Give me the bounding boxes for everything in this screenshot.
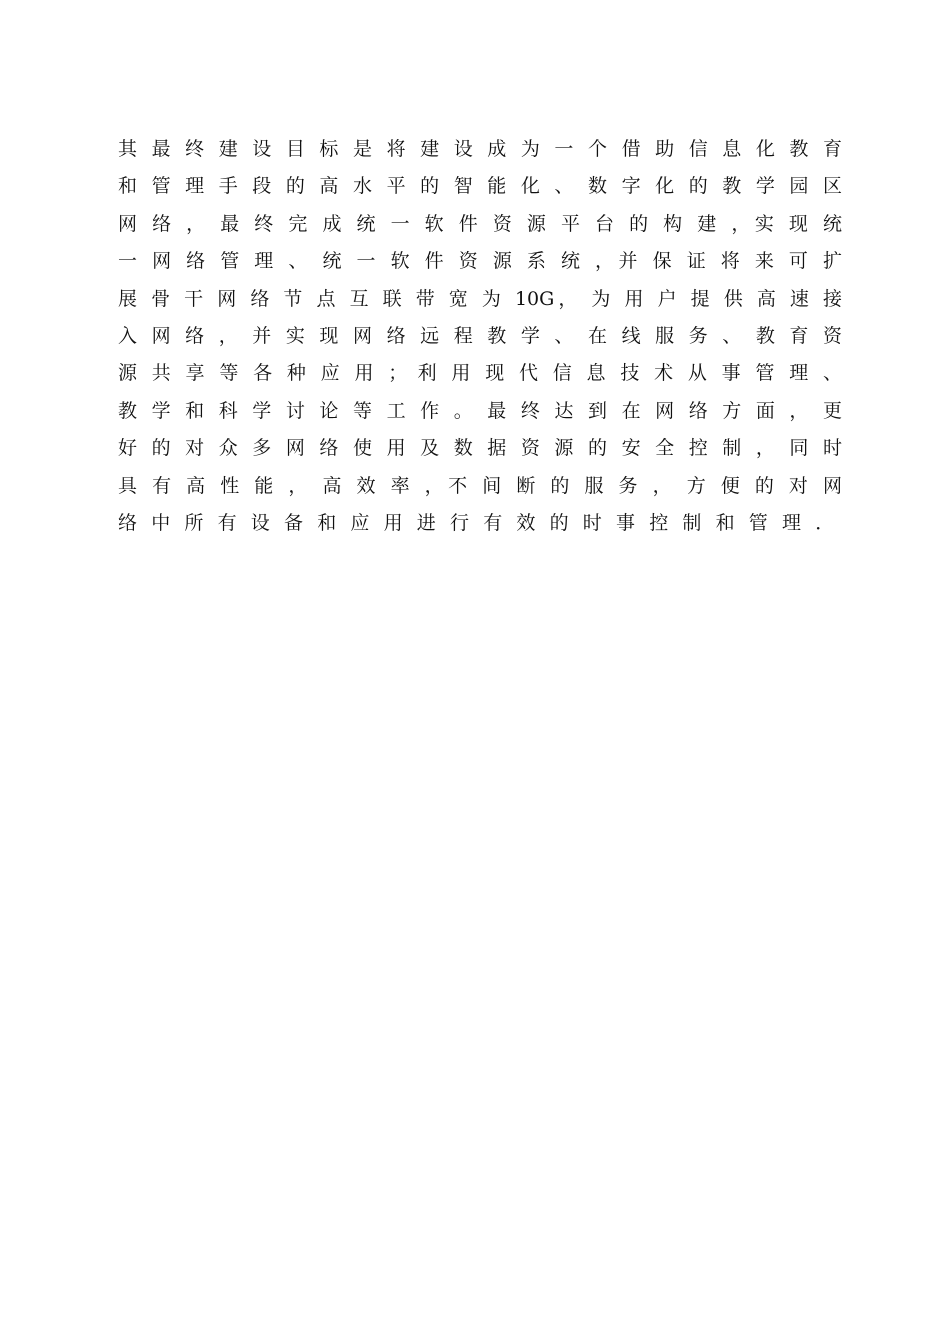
- paragraph-line-2: 和 管 理 手 段 的 高 水 平 的 智 能 化 、 数 字 化 的 教 学 园 区: [118, 175, 842, 198]
- paragraph-line-8: 教 学 和 科 学 讨 论 等 工 作 。 最 终 达 到 在 网 络 方 面 ， 更: [118, 399, 842, 422]
- paragraph-line-1: 其 最 终 建 设 目 标 是 将 建 设 成 为 一 个 借 助 信 息 化 教 育: [118, 138, 842, 160]
- paragraph-line-3: 网 络 ， 最 终 完 成 统 一 软 件 资 源 平 台 的 构 建 ，实 现 统: [118, 212, 842, 235]
- body-paragraph: [118, 131, 849, 542]
- paragraph-line-9: 好 的 对 众 多 网 络 使 用 及 数 据 资 源 的 安 全 控 制 ， 同 时: [118, 437, 842, 460]
- paragraph-line-5: 展 骨 干 网 络 节 点 互 联 带 宽 为 10G， 为 用 户 提 供 高 速 接: [118, 287, 842, 310]
- paragraph-line-7: 源 共 享 等 各 种 应 用 ； 利 用 现 代 信 息 技 术 从 事 管 理 、: [118, 362, 842, 385]
- paragraph-line-10: 具 有 高 性 能 ， 高 效 率 ，不 间 断 的 服 务 ， 方 便 的 对 网: [118, 474, 842, 497]
- paragraph-line-4: 一 网 络 管 理 、 统 一 软 件 资 源 系 统 ，并 保 证 将 来 可 扩: [118, 250, 842, 273]
- paragraph-line-11: 络中所有设备和应用进行有效的时事控制和管理．: [118, 511, 849, 534]
- paragraph-line-6: 入 网 络 ， 并 实 现 网 络 远 程 教 学 、 在 线 服 务 、 教 育 资: [118, 324, 842, 347]
